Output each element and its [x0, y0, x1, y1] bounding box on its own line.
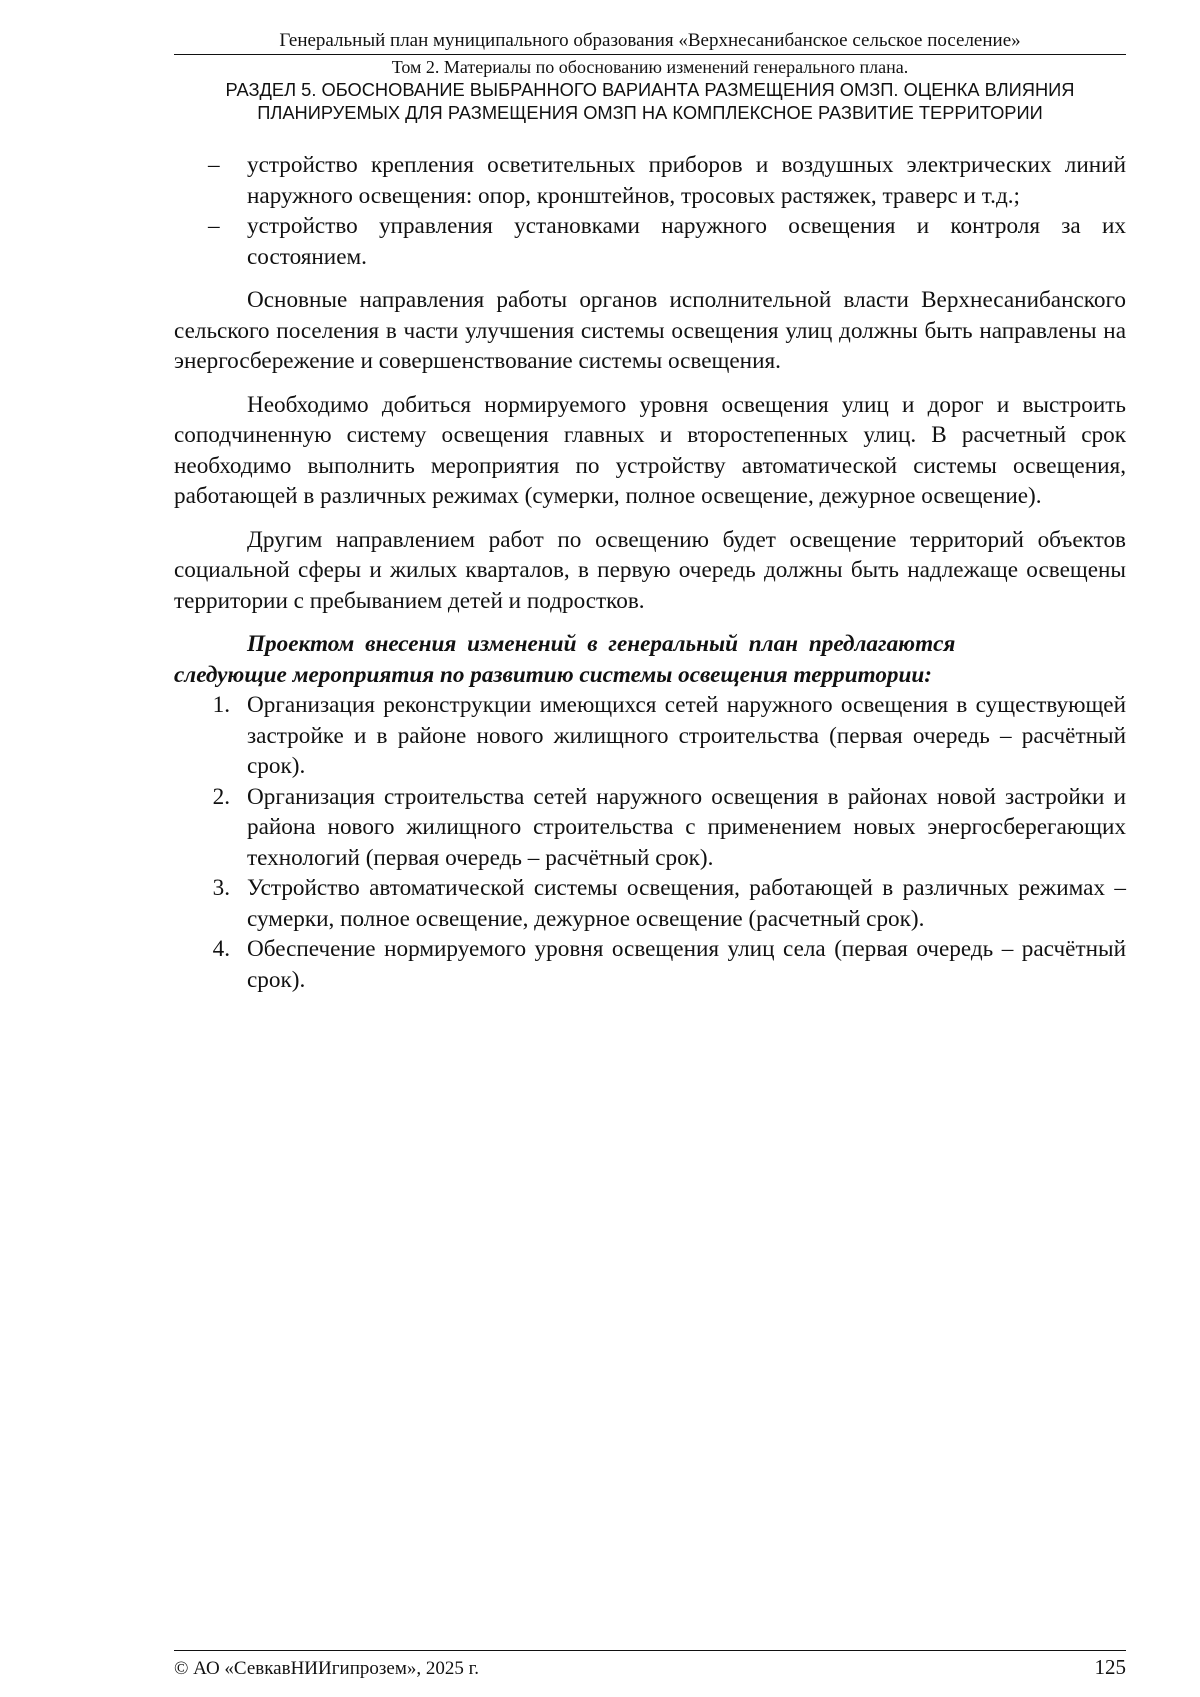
item-number: 3.	[212, 875, 230, 901]
header-title: Генеральный план муниципального образования «Верхнесанибанское сельское поселение»	[279, 30, 1021, 51]
item-text: Устройство автоматической системы освещения, работающей в различных режимах – сумерки, полное освещение, дежурное освещение (расчетный срок).	[247, 875, 1126, 932]
item-number: 4.	[212, 936, 230, 962]
measures-intro-line-1: Проектом внесения изменений в генеральный план предлагаются	[247, 631, 956, 657]
measures-list	[174, 690, 1126, 995]
header-section-line-1: РАЗДЕЛ 5. ОБОСНОВАНИЕ ВЫБРАННОГО ВАРИАНТА РАЗМЕЩЕНИЯ ОМЗП. ОЦЕНКА ВЛИЯНИЯ	[225, 79, 1075, 100]
dash-bullet: –	[208, 152, 220, 178]
footer-copyright: © АО «СевкавНИИгипрозем», 2025 г.	[174, 1658, 479, 1679]
measures-list-item	[174, 934, 1126, 995]
item-number: 1.	[212, 692, 230, 718]
measures-intro-line-2: следующие мероприятия по развитию системы освещения территории:	[174, 661, 933, 688]
dash-list-item	[174, 211, 1126, 272]
item-text: Организация строительства сетей наружного освещения в районах новой застройки и района нового жилищного строительства с применением новых энергосберегающих технологий (первая очередь – расчётный срок).	[247, 783, 1126, 871]
paragraph: Необходимо добиться нормируемого уровня освещения улиц и дорог и выстроить соподчиненную систему освещения главных и второстепенных улиц. В расчетный срок необходимо выполнить мероприятия по устройству автоматической системы освещения, работающей в различных режимах (сумерки, полное освещение, дежурное освещение).	[174, 391, 1126, 509]
dash-list	[174, 150, 1126, 272]
paragraph: Другим направлением работ по освещению будет освещение территорий объектов социальной сферы и жилых кварталов, в первую очередь должны быть надлежаще освещены территории с пребыванием детей и подростков.	[174, 526, 1126, 614]
header-divider	[174, 54, 1126, 55]
header-section	[174, 78, 1126, 124]
footer-divider	[174, 1650, 1126, 1651]
dash-item-text: устройство управления установками наружного освещения и контроля за их состоянием.	[247, 213, 1126, 270]
header-volume: Том 2. Материалы по обоснованию изменений генерального плана.	[391, 57, 909, 77]
measures-list-item	[174, 873, 1126, 934]
paragraph: Основные направления работы органов исполнительной власти Верхнесанибанского сельского поселения в части улучшения системы освещения улиц должны быть направлены на энергосбережение и совершенствование системы освещения.	[174, 287, 1126, 374]
item-text: Организация реконструкции имеющихся сетей наружного освещения в существующей застройке и в районе нового жилищного строительства (первая очередь – расчётный срок).	[247, 692, 1126, 779]
item-number: 2.	[212, 783, 230, 810]
header-section-line-2: ПЛАНИРУЕМЫХ ДЛЯ РАЗМЕЩЕНИЯ ОМЗП НА КОМПЛЕКСНОЕ РАЗВИТИЕ ТЕРРИТОРИИ	[257, 102, 1043, 123]
document-body	[174, 150, 1126, 995]
dash-item-text: устройство крепления осветительных приборов и воздушных электрических линий наружного освещения: опор, кронштейнов, тросовых растяжек, траверс и т.д.;	[247, 152, 1126, 209]
dash-bullet: –	[208, 213, 220, 239]
item-text: Обеспечение нормируемого уровня освещения улиц села (первая очередь – расчётный срок).	[247, 936, 1126, 993]
dash-list-item	[174, 150, 1126, 211]
measures-list-item	[174, 782, 1126, 874]
page-number: 125	[1094, 1655, 1126, 1679]
measures-list-item	[174, 690, 1126, 782]
